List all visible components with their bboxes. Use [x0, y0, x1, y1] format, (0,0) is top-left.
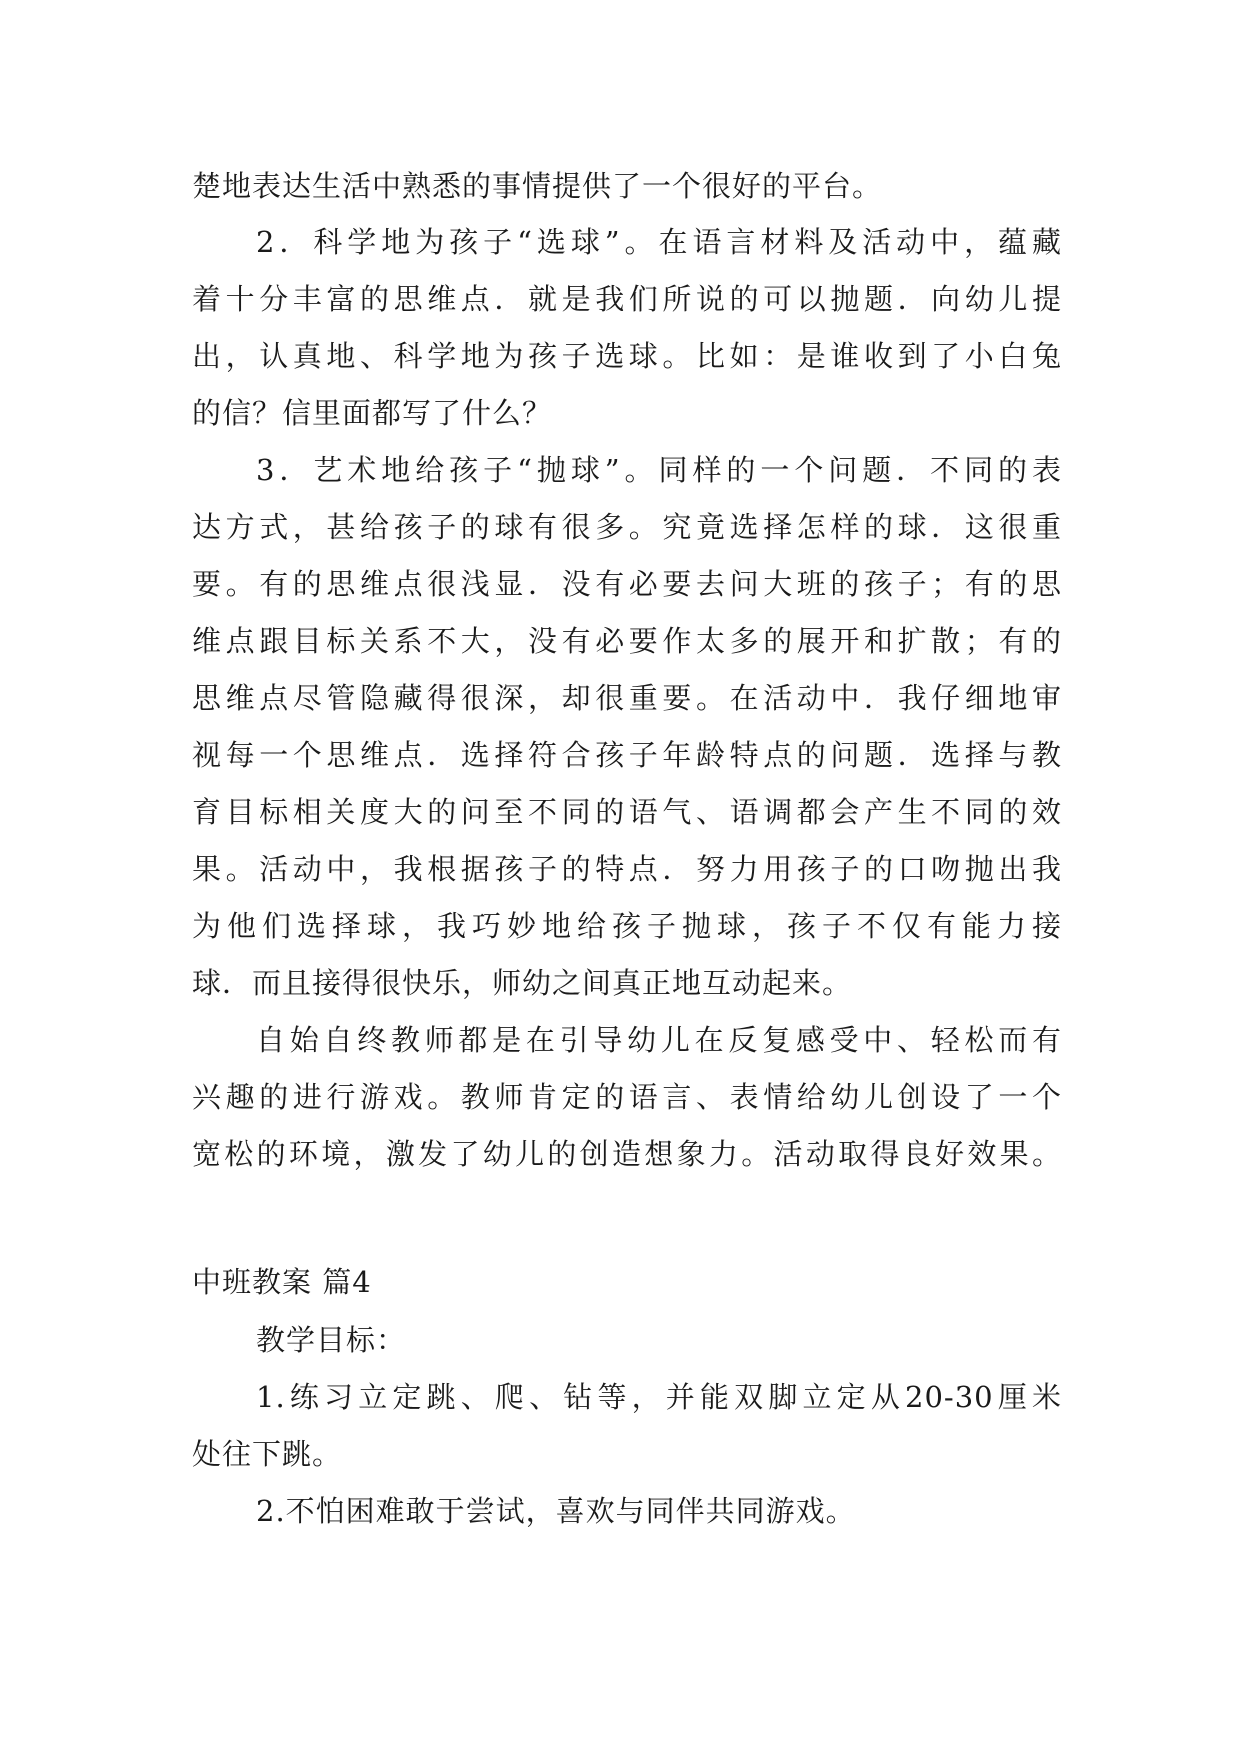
text-line: 的信？信里面都写了什么？ [192, 396, 553, 430]
text-line: 球．而且接得很快乐，师幼之间真正地互动起来。 [192, 966, 853, 1000]
text-line: 1.练习立定跳、爬、钻等，并能双脚立定从20-30厘米 [256, 1380, 1062, 1414]
text-line: 为他们选择球，我巧妙地给孩子抛球，孩子不仅有能力接 [192, 909, 1062, 943]
text-line: 出，认真地、科学地为孩子选球。比如：是谁收到了小白兔 [192, 339, 1062, 373]
text-line: 果。活动中，我根据孩子的特点．努力用孩子的口吻抛出我 [192, 852, 1062, 886]
text-line: 宽松的环境，激发了幼儿的创造想象力。活动取得良好效果。 [192, 1137, 1062, 1171]
text-line: 楚地表达生活中熟悉的事情提供了一个很好的平台。 [192, 169, 883, 203]
text-line: 要。有的思维点很浅显．没有必要去问大班的孩子；有的思 [192, 567, 1062, 601]
text-line: 着十分丰富的思维点．就是我们所说的可以抛题．向幼儿提 [192, 282, 1062, 316]
text-line: 3．艺术地给孩子“抛球”。同样的一个问题．不同的表 [256, 453, 1062, 487]
text-line: 2．科学地为孩子“选球”。在语言材料及活动中，蕴藏 [256, 225, 1062, 259]
text-line: 维点跟目标关系不大，没有必要作太多的展开和扩散；有的 [192, 624, 1062, 658]
text-line: 教学目标： [256, 1323, 407, 1357]
text-line: 育目标相关度大的问至不同的语气、语调都会产生不同的效 [192, 795, 1062, 829]
text-line: 达方式，甚给孩子的球有很多。究竟选择怎样的球．这很重 [192, 510, 1062, 544]
text-line: 视每一个思维点．选择符合孩子年龄特点的问题．选择与教 [192, 738, 1062, 772]
text-line: 兴趣的进行游戏。教师肯定的语言、表情给幼儿创设了一个 [192, 1080, 1062, 1114]
text-line: 自始自终教师都是在引导幼儿在反复感受中、轻松而有 [256, 1023, 1062, 1057]
text-line: 2.不怕困难敢于尝试，喜欢与同伴共同游戏。 [256, 1494, 856, 1528]
text-line: 处往下跳。 [192, 1437, 343, 1471]
text-line: 思维点尽管隐藏得很深，却很重要。在活动中．我仔细地审 [192, 681, 1062, 715]
section-heading: 中班教案 篇4 [192, 1265, 372, 1299]
